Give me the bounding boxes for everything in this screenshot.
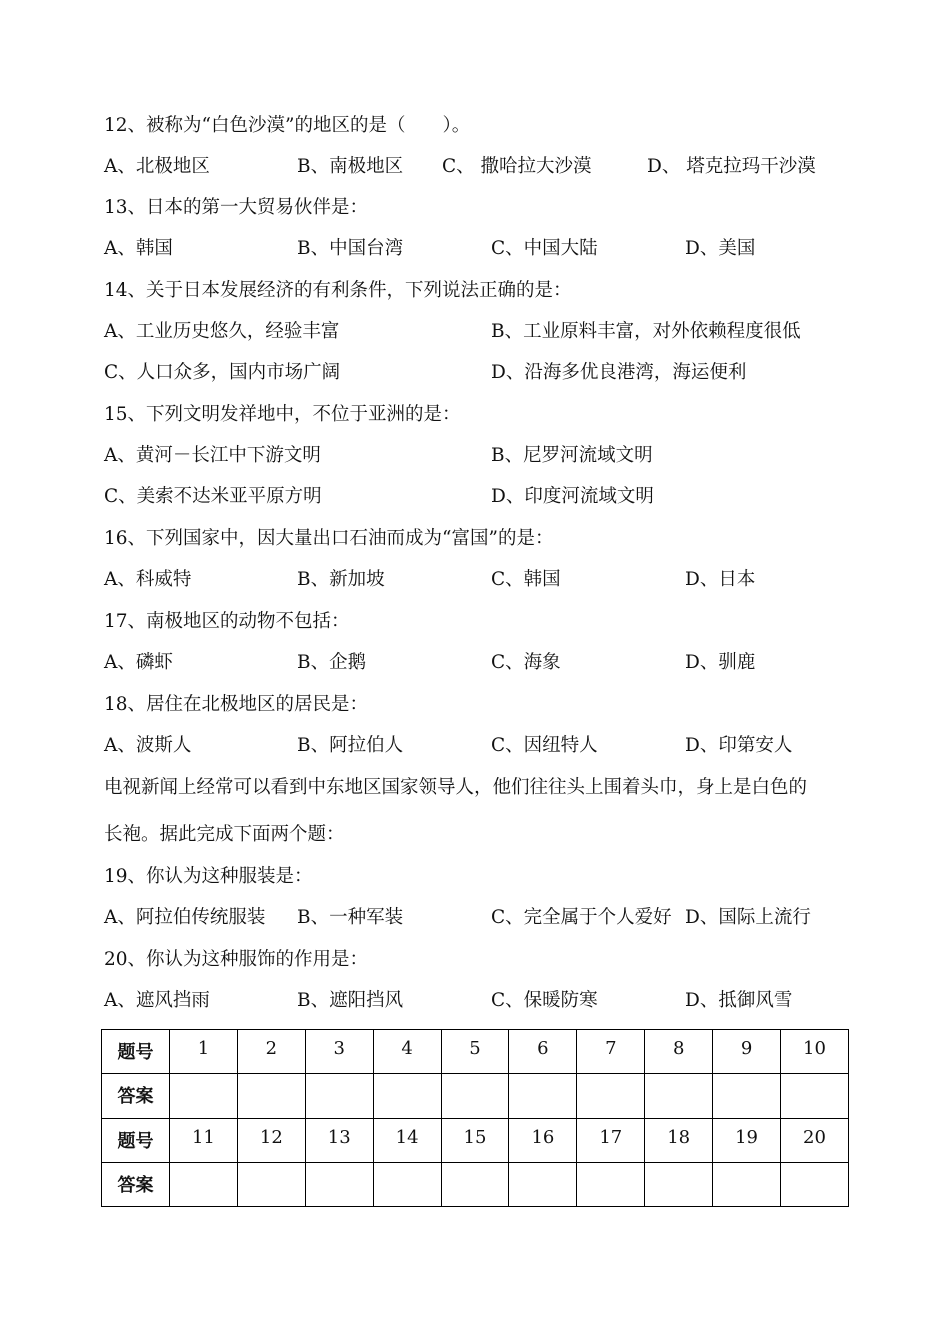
answer-row-2 [102,1162,849,1206]
answer-cell[interactable] [713,1162,781,1206]
question-number-cell: 5 [441,1030,509,1074]
question-number-cell: 7 [577,1030,645,1074]
q18-option-a: A、波斯人 [104,735,192,756]
q12-option-c: C、 撒哈拉大沙漠 [442,156,592,177]
answer-cell[interactable] [305,1162,373,1206]
question-number-cell: 8 [645,1030,713,1074]
q13-option-c: C、中国大陆 [491,238,598,259]
q17-option-c: C、海象 [491,652,561,673]
q19-option-a: A、阿拉伯传统服装 [104,907,266,928]
q20-option-b: B、遮阳挡风 [297,990,404,1011]
q16-option-c: C、韩国 [491,569,561,590]
question-12-stem: 12、被称为“白色沙漠”的地区的是（ ）。 [104,115,471,136]
answer-cell[interactable] [441,1074,509,1118]
question-number-cell: 3 [305,1030,373,1074]
q17-option-a: A、磷虾 [104,652,173,673]
q12-option-b: B、南极地区 [297,156,404,177]
answer-cell[interactable] [373,1162,441,1206]
question-number-cell: 1 [170,1030,238,1074]
question-14-stem: 14、关于日本发展经济的有利条件，下列说法正确的是： [104,280,572,301]
question-17-stem: 17、南极地区的动物不包括： [104,611,350,632]
answer-cell[interactable] [577,1074,645,1118]
passage-line-2: 长袍。据此完成下面两个题： [104,824,345,845]
question-number-cell: 20 [781,1118,849,1162]
q20-option-a: A、遮风挡雨 [104,990,210,1011]
q18-option-d: D、印第安人 [685,735,793,756]
answer-table [101,1029,849,1207]
answer-cell[interactable] [509,1162,577,1206]
question-number-cell: 11 [170,1118,238,1162]
question-number-cell: 16 [509,1118,577,1162]
q15-option-d: D、印度河流域文明 [491,486,654,507]
question-16-stem: 16、下列国家中，因大量出口石油而成为“富国”的是： [104,528,554,549]
q18-option-c: C、因纽特人 [491,735,598,756]
q14-option-d: D、沿海多优良港湾，海运便利 [491,362,747,383]
question-number-cell: 19 [713,1118,781,1162]
answer-cell[interactable] [237,1074,305,1118]
q14-option-b: B、工业原料丰富，对外依赖程度很低 [491,321,801,342]
question-number-cell: 12 [237,1118,305,1162]
q16-option-b: B、新加坡 [297,569,385,590]
q13-option-a: A、韩国 [104,238,173,259]
answer-cell[interactable] [713,1074,781,1118]
q12-option-a: A、北极地区 [104,156,210,177]
answer-cell[interactable] [170,1162,238,1206]
question-number-cell: 6 [509,1030,577,1074]
answer-cell[interactable] [645,1074,713,1118]
q15-option-b: B、尼罗河流域文明 [491,445,653,466]
q17-option-d: D、驯鹿 [685,652,756,673]
q13-option-d: D、美国 [685,238,756,259]
row-label-number: 题号 [102,1030,170,1074]
question-number-cell: 15 [441,1118,509,1162]
q19-option-b: B、一种军装 [297,907,404,928]
q20-option-c: C、保暖防寒 [491,990,598,1011]
q17-option-b: B、企鹅 [297,652,367,673]
number-row-2 [102,1118,849,1162]
row-label-answer: 答案 [102,1162,170,1206]
number-row-1 [102,1030,849,1074]
question-number-cell: 2 [237,1030,305,1074]
q18-option-b: B、阿拉伯人 [297,735,404,756]
question-15-stem: 15、下列文明发祥地中，不位于亚洲的是： [104,404,461,425]
passage-line-1: 电视新闻上经常可以看到中东地区国家领导人，他们往往头上围着头巾，身上是白色的 [104,777,808,798]
question-18-stem: 18、居住在北极地区的居民是： [104,694,369,715]
row-label-answer: 答案 [102,1074,170,1118]
q14-option-a: A、工业历史悠久，经验丰富 [104,321,340,342]
answer-cell[interactable] [441,1162,509,1206]
question-number-cell: 14 [373,1118,441,1162]
answer-cell[interactable] [237,1162,305,1206]
answer-cell[interactable] [305,1074,373,1118]
answer-cell[interactable] [645,1162,713,1206]
answer-cell[interactable] [577,1162,645,1206]
answer-cell[interactable] [781,1074,849,1118]
question-number-cell: 10 [781,1030,849,1074]
question-number-cell: 18 [645,1118,713,1162]
answer-cell[interactable] [781,1162,849,1206]
question-number-cell: 17 [577,1118,645,1162]
answer-row-1 [102,1074,849,1118]
question-13-stem: 13、日本的第一大贸易伙伴是： [104,197,369,218]
q12-option-d: D、 塔克拉玛干沙漠 [647,156,816,177]
question-number-cell: 9 [713,1030,781,1074]
q16-option-a: A、科威特 [104,569,192,590]
q19-option-c: C、完全属于个人爱好 [491,907,672,928]
q16-option-d: D、日本 [685,569,756,590]
q15-option-a: A、黄河－长江中下游文明 [104,445,321,466]
answer-cell[interactable] [170,1074,238,1118]
row-label-number: 题号 [102,1118,170,1162]
q20-option-d: D、抵御风雪 [685,990,793,1011]
answer-cell[interactable] [509,1074,577,1118]
question-number-cell: 13 [305,1118,373,1162]
question-19-stem: 19、你认为这种服装是： [104,866,313,887]
q14-option-c: C、人口众多，国内市场广阔 [104,362,341,383]
q13-option-b: B、中国台湾 [297,238,404,259]
q15-option-c: C、美索不达米亚平原方明 [104,486,322,507]
question-20-stem: 20、你认为这种服饰的作用是： [104,949,369,970]
q19-option-d: D、国际上流行 [685,907,811,928]
question-number-cell: 4 [373,1030,441,1074]
answer-cell[interactable] [373,1074,441,1118]
